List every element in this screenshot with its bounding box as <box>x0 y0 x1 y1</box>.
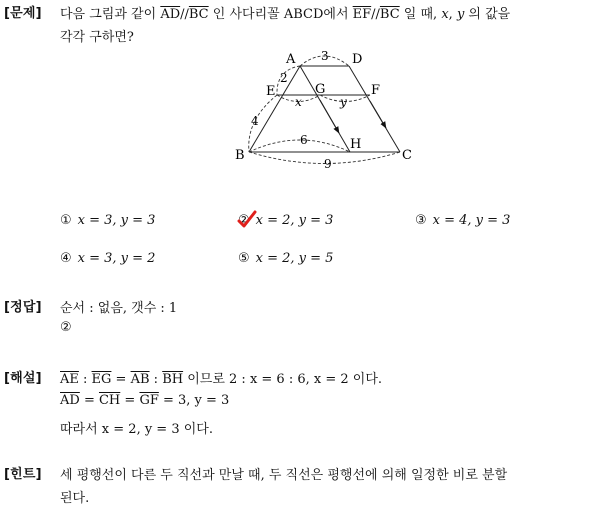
hint-line-1: 세 평행선이 다른 두 직선과 만날 때, 두 직선은 평행선에 의해 일정한 비로 분할 <box>60 468 508 483</box>
problem-line-2: 각각 구하면? <box>60 30 134 45</box>
segment-bc: $\overline{BC}$ <box>188 7 209 22</box>
option-text: x = 3, y = 3 <box>77 213 156 228</box>
label-f: F <box>371 83 381 98</box>
problem-text: 의 값을 <box>464 7 511 22</box>
ratio-colon: : <box>78 372 92 387</box>
variable-y: y <box>456 7 465 22</box>
equals-sign: = <box>120 393 140 408</box>
option-number: ① <box>60 213 72 228</box>
arrow-ah <box>320 100 339 133</box>
option-number: ③ <box>415 213 427 228</box>
segment-ad: $\overline{AD}$ <box>160 7 181 22</box>
explanation-line-3: 따라서 x = 2, y = 3 이다. <box>60 422 213 437</box>
hint-tag: [힌트] <box>4 467 42 482</box>
segment-ef: $\overline{EF}$ <box>352 7 372 22</box>
option-number: ② <box>238 213 250 228</box>
option-2[interactable] <box>238 213 333 228</box>
segment-ad: $\overline{AD}$ <box>60 393 80 408</box>
len-x: x <box>295 95 302 109</box>
len-eb: 4 <box>251 114 259 128</box>
option-number: ④ <box>60 251 72 266</box>
checkmark-icon <box>236 210 258 230</box>
side-ab <box>249 66 300 152</box>
len-ae: 2 <box>280 71 288 85</box>
parallel-sign: // <box>371 7 380 22</box>
hint-line-2: 된다. <box>60 491 90 506</box>
segment-gf: $\overline{GF}$ <box>139 393 159 408</box>
segment-ch: $\overline{CH}$ <box>98 393 121 408</box>
option-text: x = 2, y = 5 <box>255 251 334 266</box>
problem-tag: [문제] <box>4 6 42 21</box>
option-text: x = 4, y = 3 <box>432 213 511 228</box>
segment-ab: $\overline{AB}$ <box>130 372 150 387</box>
len-y: y <box>340 95 347 109</box>
problem-text: 다음 그림과 같이 <box>60 7 161 22</box>
label-g: G <box>315 82 326 97</box>
label-d: D <box>352 52 363 67</box>
arrow-dc <box>370 101 386 128</box>
len-bc: 9 <box>324 157 332 171</box>
label-c: C <box>402 148 412 163</box>
option-number: ⑤ <box>238 251 250 266</box>
option-text: x = 3, y = 2 <box>77 251 156 266</box>
explanation-tag: [해설] <box>4 371 42 386</box>
option-5[interactable] <box>238 251 333 266</box>
explanation-text: 이므로 2 : x = 6 : 6, x = 2 이다. <box>183 372 383 387</box>
answer-line-2: ② <box>60 320 72 335</box>
segment-bc: $\overline{BC}$ <box>379 7 400 22</box>
len-bh: 6 <box>300 133 308 147</box>
equals-sign: = <box>111 372 131 387</box>
label-a: A <box>286 52 296 67</box>
problem-text: 인 사다리꼴 ABCD에서 <box>208 7 353 22</box>
answer-tag: [정답] <box>4 300 42 315</box>
explanation-text: = 3, y = 3 <box>158 393 230 408</box>
variable-x: x <box>441 7 449 22</box>
problem-text: , <box>448 7 457 22</box>
label-e: E <box>266 84 276 99</box>
option-3[interactable] <box>415 213 510 228</box>
segment-ae: $\overline{AE}$ <box>60 372 79 387</box>
option-text: x = 2, y = 3 <box>255 213 334 228</box>
len-ad: 3 <box>321 49 329 63</box>
trapezoid-figure <box>0 0 592 175</box>
answer-line-1: 순서 : 없음, 갯수 : 1 <box>60 301 178 316</box>
parallel-sign: // <box>180 7 189 22</box>
segment-bh: $\overline{BH}$ <box>162 372 184 387</box>
equals-sign: = <box>79 393 99 408</box>
option-4[interactable] <box>60 251 155 266</box>
segment-eg: $\overline{EG}$ <box>91 372 112 387</box>
label-b: B <box>235 148 245 163</box>
ratio-colon: : <box>149 372 163 387</box>
explanation-line-2 <box>60 393 229 408</box>
explanation-line-1 <box>60 368 382 387</box>
label-h: H <box>350 137 362 152</box>
problem-text: 일 때, <box>399 7 442 22</box>
option-1[interactable] <box>60 213 155 228</box>
